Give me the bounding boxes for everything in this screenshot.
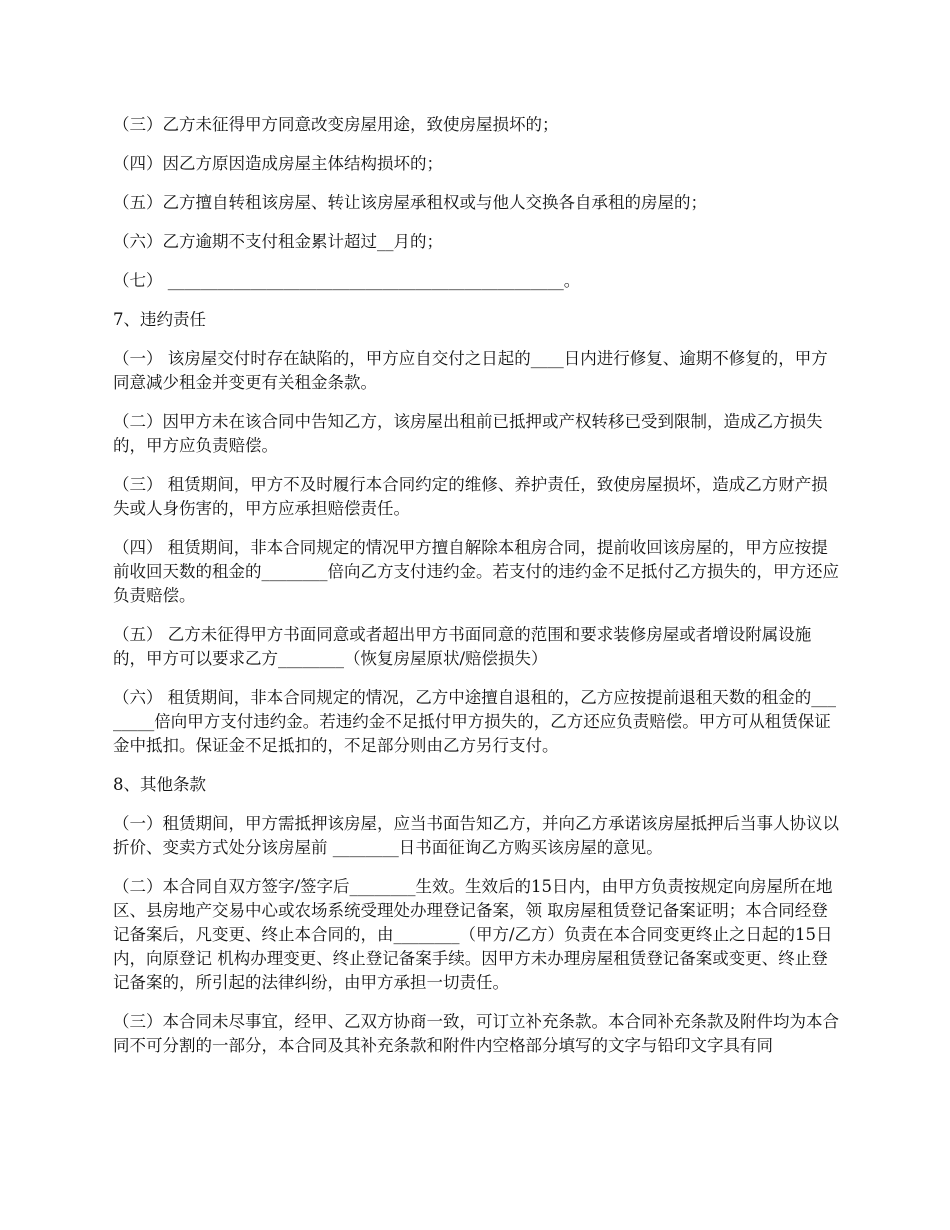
liability-clause-1: （一） 该房屋交付时存在缺陷的，甲方应自交付之日起的____日内进行修复、逾期不修复的，甲方同意减少租金并变更有关租金条款。 [113, 349, 828, 392]
clause-5-unauthorized-sublet: （五）乙方擅自转租该房屋、转让该房屋承租权或与他人交换各自承租的房屋的； [113, 193, 707, 212]
other-clause-1: （一）租赁期间，甲方需抵押该房屋，应当书面告知乙方，并向乙方承诺该房屋抵押后当事人协议以折价、变卖方式处分该房屋前 ________日书面征询乙方购买该房屋的意见。 [113, 814, 839, 857]
liability-clause-4: （四） 租赁期间，非本合同规定的情况甲方擅自解除本租房合同，提前收回该房屋的，甲方应按提前收回天数的租金的________倍向乙方支付违约金。若支付的违约金不足抵付乙方损失的，甲方还应负责赔偿。 [113, 538, 839, 605]
section-7-heading: 7、违约责任 [113, 310, 206, 329]
other-clause-3: （三）本合同未尽事宜，经甲、乙双方协商一致，可订立补充条款。本合同补充条款及附件均为本合同不可分割的一部分，本合同及其补充条款和附件内空格部分填写的文字与铅印文字具有同 [113, 1012, 839, 1055]
clause-3-unauthorized-use-change: （三）乙方未征得甲方同意改变房屋用途，致使房屋损坏的； [113, 115, 559, 134]
liability-clause-3: （三） 租赁期间，甲方不及时履行本合同约定的维修、养护责任，致使房屋损坏，造成乙方财产损失或人身伤害的，甲方应承担赔偿责任。 [113, 475, 828, 518]
clause-6-overdue-rent: （六）乙方逾期不支付租金累计超过__月的； [113, 232, 443, 251]
liability-clause-6: （六） 租赁期间，非本合同规定的情况，乙方中途擅自退租的，乙方应按提前退租天数的租金的________倍向甲方支付违约金。若违约金不足抵付甲方损失的，乙方还应负责赔偿。甲方可从租赁保证金中抵扣。保证金不足抵扣的，不足部分则由乙方另行支付。 [113, 688, 836, 755]
other-clause-2: （二）本合同自双方签字/签字后________生效。生效后的15日内，由甲方负责按规定向房屋所在地区、县房地产交易中心或农场系统受理处办理登记备案，领 取房屋租赁登记备案证明；本合同经登记备案后，凡变更、终止本合同的，由________（甲方/乙方）负责在本合同变更终止之日起的15日内，向原登记 机构办理变更、终止登记备案手续。因甲方未办理房屋租赁登记备案或变更、终止登记备案的，所引起的法律纠纷，由甲方承担一切责任。 [113, 877, 833, 992]
document-page [113, 113, 843, 1073]
liability-clause-2: （二）因甲方未在该合同中告知乙方，该房屋出租前已抵押或产权转移已受到限制，造成乙方损失的，甲方应负责赔偿。 [113, 412, 823, 455]
liability-clause-5: （五） 乙方未征得甲方书面同意或者超出甲方书面同意的范围和要求装修房屋或者增设附属设施的，甲方可以要求乙方________（恢复房屋原状/赔偿损失） [113, 625, 812, 668]
clause-7-blank: （七） ________________________________________________。 [113, 271, 581, 290]
section-8-heading: 8、其他条款 [113, 775, 206, 794]
clause-4-structural-damage: （四）因乙方原因造成房屋主体结构损坏的； [113, 154, 443, 173]
